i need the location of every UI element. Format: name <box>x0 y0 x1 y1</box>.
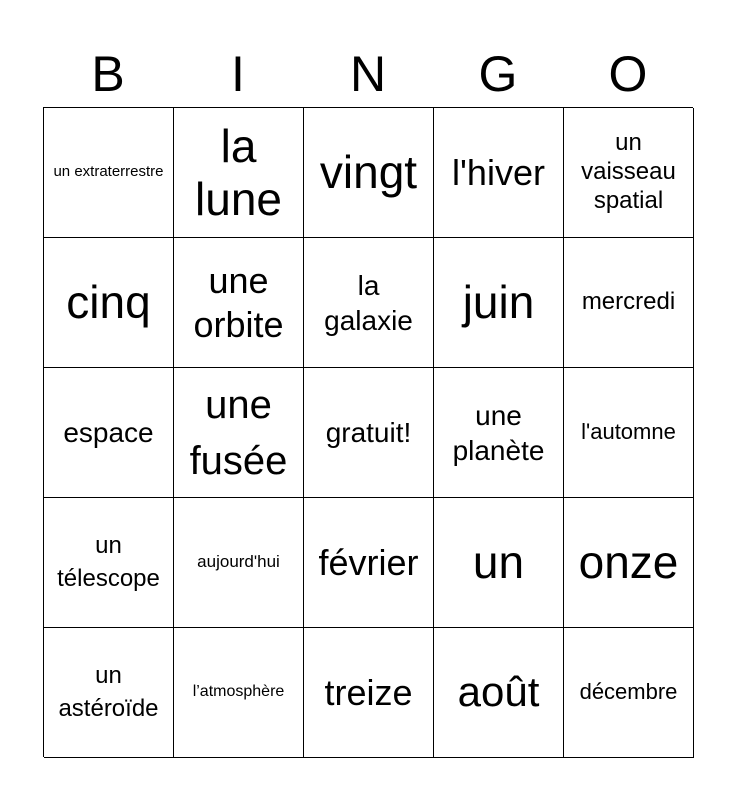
cell-label: vingt <box>319 146 418 199</box>
cell-label: mercredi <box>581 288 676 316</box>
cell-label: un <box>472 536 525 589</box>
cell-label: un télescope <box>57 532 160 592</box>
bingo-cell[interactable] <box>434 368 564 498</box>
cell-label: un astéroïde <box>58 662 159 722</box>
bingo-cell[interactable] <box>434 628 564 758</box>
cell-label: espace <box>63 417 154 448</box>
bingo-cell[interactable] <box>174 498 304 628</box>
cell-label: onze <box>578 536 679 589</box>
bingo-board <box>43 107 693 757</box>
bingo-cell[interactable] <box>564 238 694 368</box>
bingo-cell[interactable] <box>304 238 434 368</box>
header-letter-g: G <box>478 46 518 102</box>
bingo-cell[interactable] <box>44 238 174 368</box>
bingo-cell[interactable] <box>44 628 174 758</box>
header-letter-b: B <box>91 46 125 102</box>
cell-label: une planète <box>452 399 545 466</box>
bingo-cell[interactable] <box>304 108 434 238</box>
bingo-cell[interactable] <box>564 108 694 238</box>
bingo-cell[interactable] <box>434 498 564 628</box>
cell-label: une orbite <box>193 260 284 345</box>
cell-label: juin <box>462 276 535 329</box>
cell-label: une fusée <box>189 382 288 483</box>
cell-label: un vaisseau spatial <box>581 129 676 214</box>
bingo-cell[interactable] <box>434 108 564 238</box>
cell-label: août <box>457 668 540 716</box>
bingo-cell[interactable] <box>174 108 304 238</box>
bingo-cell[interactable] <box>304 498 434 628</box>
cell-label: cinq <box>66 276 151 329</box>
cell-label: l'hiver <box>452 151 545 193</box>
cell-label: la lune <box>195 119 282 225</box>
cell-label: la galaxie <box>324 269 413 336</box>
bingo-cell[interactable] <box>434 238 564 368</box>
bingo-header <box>43 40 693 108</box>
cell-label: aujourd'hui <box>197 552 280 572</box>
bingo-cell[interactable] <box>304 628 434 758</box>
header-letter-n: N <box>349 46 387 102</box>
bingo-cell[interactable] <box>174 368 304 498</box>
bingo-cell[interactable] <box>564 368 694 498</box>
bingo-cell[interactable] <box>564 628 694 758</box>
bingo-cell[interactable] <box>304 368 434 498</box>
cell-label: février <box>318 541 419 583</box>
cell-label: gratuit! <box>325 417 412 448</box>
bingo-cell[interactable] <box>44 368 174 498</box>
cell-label: un extraterrestre <box>53 163 164 181</box>
cell-label: l'automne <box>581 419 676 445</box>
header-letter-i: I <box>231 46 245 102</box>
bingo-cell[interactable] <box>44 498 174 628</box>
cell-label: décembre <box>579 679 678 705</box>
bingo-cell[interactable] <box>174 628 304 758</box>
bingo-cell[interactable] <box>174 238 304 368</box>
bingo-cell[interactable] <box>44 108 174 238</box>
bingo-cell[interactable] <box>564 498 694 628</box>
cell-label: l’atmosphère <box>192 683 285 701</box>
cell-label: treize <box>324 671 413 713</box>
header-letter-o: O <box>608 46 648 102</box>
